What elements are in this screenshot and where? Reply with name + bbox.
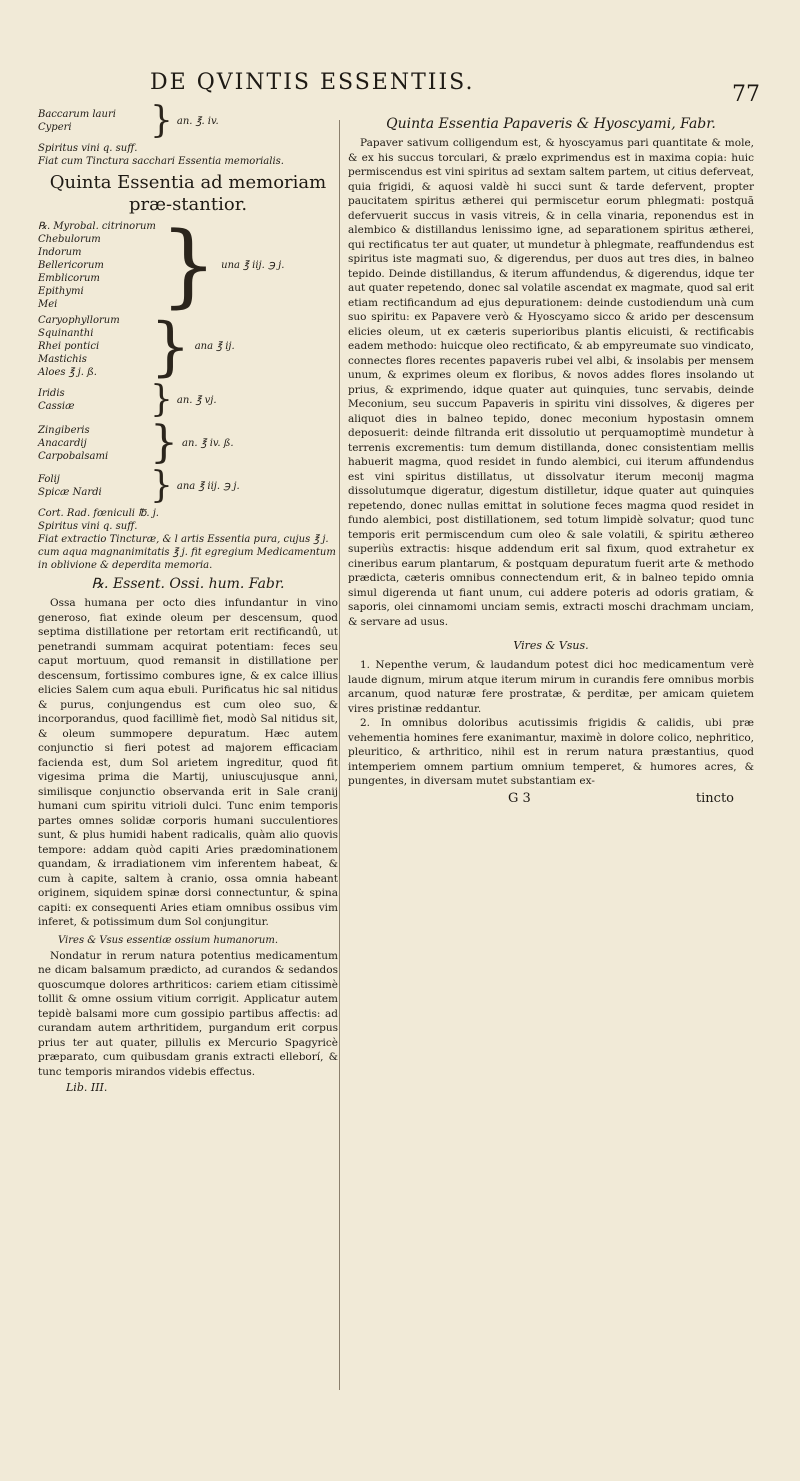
recipe-group-2 [38, 212, 338, 318]
section-title: Quinta Essentia Papaveris & Hyoscyami, Fabr. [386, 116, 716, 132]
body-paragraph: 1. Nepenthe verum, & laudandum potest dici hoc medicamentum verè laude dignum, mirum atque iterum mirum in curandis fere omnibus morbis arcanum, quod naturæ fere prostratæ, & perditæ, per amicam quietem vires pristinæ reddantur. [348, 659, 754, 715]
ingredient: Iridis [38, 388, 65, 399]
subsection-title: Vires & Vsus essentiæ ossium humanorum. [58, 934, 279, 946]
brace-icon: } [150, 309, 191, 384]
body-paragraph: Papaver sativum colligendum est, & hyoscyamus pari quantitate & mole, & ex his succus torculari, & prælo exprimendus est in maxima copia: huic permiscendus est vini spiritus ad sextam saltem partem, ut citius deferveat, quia frigidi, & aquosi valdè hi succi sunt & tarde defervent, propter paucitatem spiritus ætherei qui permiscetur eorum phlegmati: postquã defervuerit succus in vasis vitreis, & in cella vinaria, reponendus est in alembico & distillandus lenissimo igne, ad separationem spiritus ætherei, qui rectificatus ter aut quater, ut mundetur à phlegmate, reaffundendus est spiritus iste magmati suo, & digerendus, per duos aut tres dies, in balneo tepido. Deinde distillandus, & iterum affundendus, & digerendus, idque ter aut quater repetendo, donec sal volatile ascendat ex magmate, quod sal erit etiam rectificandum ad ejus depurationem: deinde custodiendum unà cum suo spiritu: ex Papavere verò & Hyoscyamo sicco & arido per descensum elicies oleum, ut ex cæteris superioribus plantis elicuisti, & rectificabis eadem methodo: huicque oleo rectificato, & ab empyreumate suo vindicato, connectes flores recentes papaveris rubei vel albi, & insolabis per mensem unum, & exprimes oleum ex floribus, & novos addes flores insolando ut prius, & exprimendo, idque quater aut quinquies, tunc servabis, deinde Meconium, seu succum Papaveris in spiritu vini dissolves, & digeres per aliquot dies in balneo tepido, donec meconium hypostasin omnem deposuerit: deinde filtranda erit dissolutio ut perquamoptimè mundetur à terrenis excrementis: tum demum distillanda, donec consistentiam mellis habuerit magma, quod residet in fundo alembici, cui iterum affundendus est vini spiritus distillatus, ut dissolvatur iterum meconij magma dissolutumque digeratur, digestum distilletur, idque quater aut quinquies repetendo, donec nullas emittat in solutione feces magma quod residet in fundo alembici, post distillationem, sed totum limpidè solvatur; quod tunc temporis erit permiscendum cum oleo & sale volatili, & spiritu æthereo superiùs extractis: hisque addendum erit sal fixum, quod extrahetur ex cineribus earum plantarum, & postquam depuratum fuerit arte & methodo prædicta, cæteris omnibus connectendum erit, & in balneo tepido omnia simul digerenda ut fiant unum, cui addere poteris ad odoris gratiam, & saporis, olei cinnamomi unciam semis, extracti moschi drachmam unciam, & servare ad usus. [348, 137, 754, 628]
body-paragraph: Nondatur in rerum natura potentius medicamentum ne dicam balsamum prædicto, ad curandos & sedandos quoscumque dolores arthriticos: cariem etiam citissimè tollit & omne ossium vitium corrigit. Applicatur autem tepidè balsami more cum gossipio partibus affectis: ad curandam autem arthritidem, purgandum erit corpus prius ter aut quater, pillulis ex Mercurio Spagyricè præparato, cum quibusdam granis extracti elleborí, & tunc temporis mirandos videbis effectus. [38, 949, 338, 1078]
left-column [38, 100, 338, 1094]
ingredient: Chebulorum [38, 234, 101, 245]
signature-line [348, 791, 754, 806]
ingredient: ℞. Myrobal. citrinorum [38, 221, 156, 232]
subsection-title: Vires & Vsus. [513, 639, 589, 652]
ingredient: Cassiæ [38, 401, 75, 412]
running-head: DE QVINTIS ESSENTIIS. [150, 70, 475, 95]
dose: an. ℥. iv. [176, 115, 219, 127]
dose: an. ℥ vj. [176, 394, 217, 406]
ingredient: Aloes ℥ j. ß. [38, 367, 97, 378]
ingredient: Cyperi [38, 122, 72, 133]
brace-icon: } [150, 465, 173, 506]
recipe-group-5 [38, 417, 338, 468]
section-heading: Quinta Essentia ad memoriam præ-stantior. [49, 172, 327, 215]
catchword: tincto [695, 790, 734, 806]
ingredient: Mei [38, 299, 58, 310]
recipe-group-1 [38, 100, 338, 141]
ingredient: Squinanthi [38, 328, 94, 339]
brace-icon: } [150, 100, 173, 141]
brace-icon: } [159, 212, 218, 318]
ingredient: Mastichis [38, 354, 87, 365]
book-reference: Lib. III. [66, 1081, 108, 1094]
column-rule [339, 120, 340, 1390]
recipe-group-6 [38, 465, 338, 506]
ingredient: Spicæ Nardi [38, 487, 102, 498]
page-number: 77 [732, 82, 760, 107]
brace-icon: } [150, 379, 173, 420]
recipe-group-4 [38, 379, 338, 420]
section-title: ℞. Essent. Ossi. hum. Fabr. [91, 576, 285, 592]
body-paragraph: 2. In omnibus doloribus acutissimis frigidis & calidis, ubi præ vehementia homines fere exanimantur, maximè in dolore colico, nephritico, pleuritico, & arthritico, nihil est in rerum natura præstantius, quod intemperiem omnem partium omnium temperet, & humores acres, & pungentes, in diversam mutet substantiam ex- [348, 717, 754, 787]
dose: ana ℥ iij. ℈ j. [176, 480, 240, 492]
ingredient: Rhei pontici [38, 341, 100, 352]
ingredient: Epithymi [38, 286, 84, 297]
signature-mark: G 3 [508, 790, 531, 806]
body-paragraph: Ossa humana per octo dies infundantur in vino generoso, fiat exinde oleum per descensum, quod septima distillatione per retortam erit rectificandû, ut penetrandi summam acquirat potentiam: feces seu caput mortuum, quod remansit in distillatione per descensum, fortissimo combures igne, & ex calce illius elicies Salem cum aqua ebuli. Purificatus hic sal nitidus & purus, conjungendus est cum oleo suo, & incorporandus, quod facillimè fiet, modò Sal nitidus sit, & oleum summopere depuratum. Hæc autem conjunctio si fieri potest ad majorem efficaciam facienda est, dum Sol arietem ingreditur, quod fit vigesima prima die Martij, uniuscujusque anni, similisque conjunctio observanda erit in Sale cranij humani cum spiritu vitrioli dulci. Tunc enim temporis partes omnes solidæ corporis humani succulentiores sunt, & plus humidi habent radicalis, quàm alio quovis tempore: addam quòd capiti Aries prædominationem quandam, & irradiationem vim inferentem habeat, & cum à capite, saltem à cranio, ossa omnia habeant originem, siquidem spinæ dorsi connectuntur, & spina capiti: ex consequenti Aries etiam omnibus ossibus vim inferet, & potissimum dum Sol conjungitur. [38, 597, 338, 928]
brace-icon: } [150, 417, 178, 468]
ingredient: Baccarum lauri [38, 109, 116, 120]
ingredient: Anacardij [38, 437, 87, 449]
ingredient: Folij [38, 474, 60, 485]
right-column [348, 112, 754, 806]
recipe-group-3 [38, 309, 338, 384]
ingredient: Indorum [38, 247, 82, 258]
dose: ana ℥ ij. [194, 341, 235, 352]
ingredient: Zingiberis [38, 424, 90, 436]
ingredient: Carpobalsami [38, 450, 109, 462]
ingredient: Bellericorum [38, 260, 104, 271]
recipe-instruction: Fiat cum Tinctura sacchari Essentia memorialis. [38, 156, 284, 167]
ingredient-line: Spiritus vini q. suff. [38, 521, 138, 532]
dose: una ℥ iij. ℈ j. [221, 260, 285, 271]
ingredient-line: Cort. Rad. fœniculi ℔. j. [38, 508, 159, 519]
ingredient: Caryophyllorum [38, 315, 120, 326]
ingredient-line: Spiritus vini q. suff. [38, 143, 138, 154]
dose: an. ℥ iv. ß. [182, 437, 234, 449]
ingredient: Emblicorum [38, 273, 100, 284]
recipe-instruction: Fiat extractio Tincturæ, & l artis Essentia pura, cujus ℥ j. cum aqua magnanimitatis ℥ j. fit egregium Medicamentum in oblivione & deperdita memoria. [38, 534, 336, 571]
